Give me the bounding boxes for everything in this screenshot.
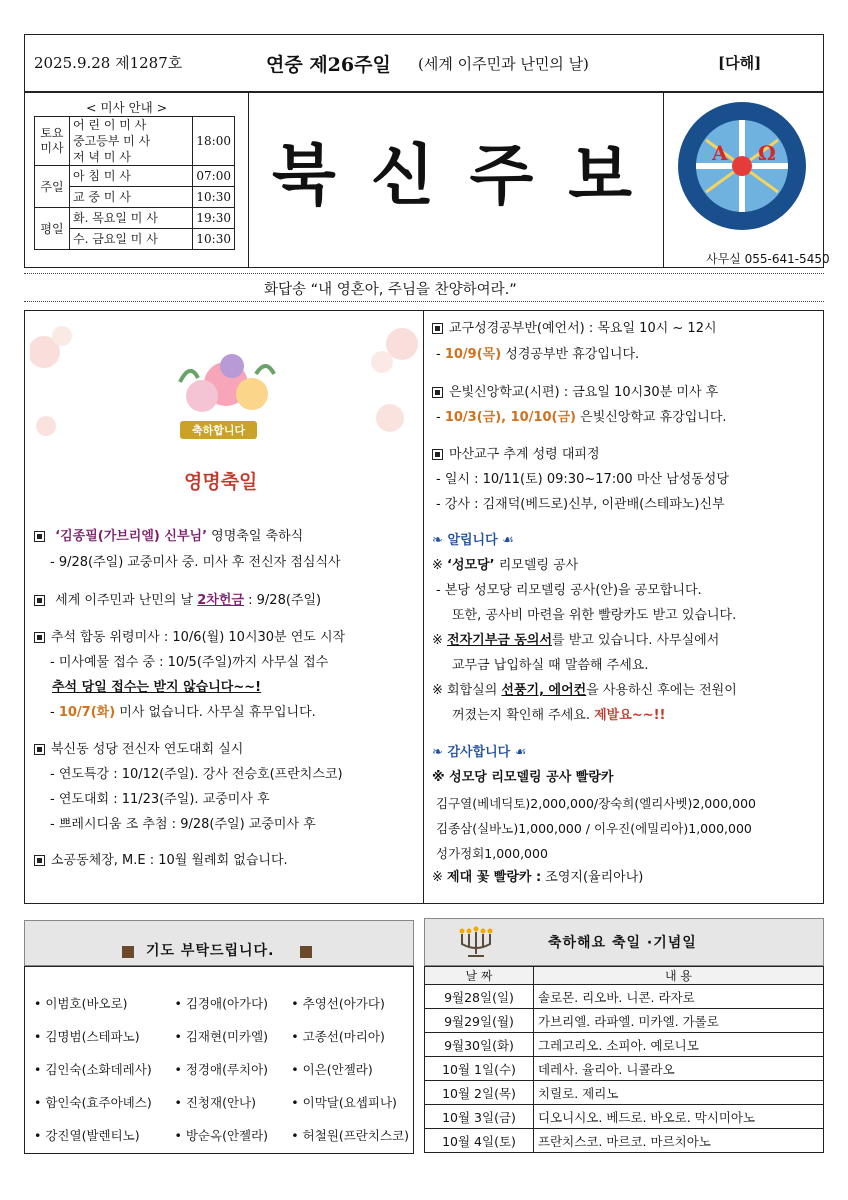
- prayer-name-text: 강진열(발렌티노): [45, 1127, 140, 1143]
- thanks-donor-line: 김구열(베네딕토)2,000,000/장숙희(엘리사벳)2,000,000: [436, 796, 757, 811]
- candelabra-icon: [456, 926, 496, 958]
- prayer-name-text: 김명범(스테파노): [45, 1028, 140, 1044]
- feast-date: 10월 3일(금): [425, 1105, 534, 1129]
- feast-content: 솔로몬. 리오바. 니콘. 라자로: [534, 985, 824, 1009]
- feast-table: [424, 966, 824, 1153]
- svg-text:A: A: [712, 141, 728, 165]
- thanks-maryhall: ※ 성모당 리모델링 공사 빨랑카: [432, 770, 614, 785]
- sun-row-name: 교 중 미 사: [70, 187, 193, 208]
- notice-memorial-mass: 추석 합동 위령미사 : 10/6(월) 10시30분 연도 시작: [34, 626, 345, 649]
- square-ornament-icon: [300, 946, 312, 958]
- feast-date: 9월28일(일): [425, 985, 534, 1009]
- notice-feast-sub: - 9/28(주일) 교중미사 중. 미사 후 전신자 점심식사: [50, 555, 341, 570]
- office-phone: 사무실 055-641-5450: [706, 252, 830, 266]
- col-date-header: 날 짜: [425, 967, 534, 985]
- news-divider: [423, 310, 424, 904]
- week-row-name: 화. 목요일 미 사: [70, 208, 193, 229]
- donation-sub: 교무금 납입하실 때 말씀해 주세요.: [452, 658, 649, 673]
- prayer-name-text: 추영선(아가다): [302, 995, 385, 1011]
- feast-row: [425, 1129, 824, 1153]
- prayer-name-text: 함인숙(효주아녜스): [45, 1094, 152, 1110]
- bulletin-title: 북 신 주 보: [272, 136, 638, 214]
- week-row-time: 19:30: [193, 208, 235, 229]
- thanks-donor-line: 김종삼(실바노)1,000,000 / 이우진(에밀리아)1,000,000: [436, 821, 752, 836]
- svg-text:Ω: Ω: [758, 141, 776, 165]
- prayer-row: [34, 986, 410, 1019]
- yeondo-sub2: - 연도대회 : 11/23(주일). 교중미사 후: [50, 792, 270, 807]
- announce-heading: ❧ 알립니다 ☙: [432, 533, 514, 548]
- sun-row-name: 아 침 미 사: [70, 166, 193, 187]
- notice-second-collection: 세계 이주민과 난민의 날 2차헌금 : 9/28(주일): [34, 589, 321, 612]
- prayer-name-text: 이막달(요셉피나): [302, 1094, 397, 1110]
- prayer-name: • 김인숙(소화데레사): [34, 1061, 152, 1077]
- prayer-name: • 김경애(아가다): [174, 995, 269, 1011]
- dotted-rule: [24, 273, 824, 274]
- feast-date: 10월 1일(수): [425, 1057, 534, 1081]
- feast-row: [425, 1033, 824, 1057]
- parish-logo-icon: [676, 100, 808, 232]
- prayer-row: [34, 1019, 410, 1052]
- prayer-name: • 함인숙(효주아녜스): [34, 1094, 152, 1110]
- feast-title: 축하해요 축일 ·기념일: [548, 935, 697, 951]
- prayer-row: [34, 1085, 410, 1118]
- feast-row: [425, 1057, 824, 1081]
- meeting-room-sub: 꺼졌는지 확인해 주세요. 제발요~~!!: [452, 708, 666, 723]
- sat-label: 토요 미사: [35, 117, 70, 166]
- prayer-name-text: 방순옥(안젤라): [185, 1127, 269, 1143]
- square-bullet-icon: [34, 531, 45, 542]
- notice-bible-study: 교구성경공부반(예언서) : 목요일 10시 ~ 12시: [432, 317, 717, 340]
- retreat-sub1: - 일시 : 10/11(토) 09:30~17:00 마산 남성동성당: [436, 472, 729, 487]
- col-content-header: 내 용: [534, 967, 824, 985]
- feast-row: [425, 1105, 824, 1129]
- feast-row: [425, 1081, 824, 1105]
- date-issue: 2025.9.28 제1287호: [34, 54, 183, 72]
- announce-maryhall: ※ ‘성모당’ 리모델링 공사: [432, 558, 579, 573]
- feast-content: 그레고리오. 소피아. 예로니모: [534, 1033, 824, 1057]
- mass-guide-heading: < 미사 안내 >: [86, 100, 168, 115]
- feast-date: 10월 2일(목): [425, 1081, 534, 1105]
- feast-content: 치릴로. 제리노: [534, 1081, 824, 1105]
- notice-yeondo: 북신동 성당 전신자 연도대회 실시: [34, 738, 243, 761]
- liturgical-cycle: [다해]: [718, 54, 762, 72]
- scroll-ornament-icon: ☙: [514, 745, 527, 760]
- sun-row-time: 10:30: [193, 187, 235, 208]
- announce-meeting-room: ※ 회합실의 선풍기, 에어컨을 사용하신 후에는 전원이: [432, 683, 737, 698]
- prayer-name: • 정경애(루치아): [174, 1061, 269, 1077]
- prayer-row: [34, 1052, 410, 1085]
- thanks-donor-line: 성가정회1,000,000: [436, 846, 548, 861]
- sun-row-time: 07:00: [193, 166, 235, 187]
- card-title: 영명축일: [184, 471, 258, 493]
- week-row-time: 10:30: [193, 229, 235, 250]
- prayer-name: • 허철원(프란치스코): [291, 1127, 409, 1143]
- silver-school-sub: - 10/3(금), 10/10(금) 은빛신앙학교 휴강입니다.: [436, 410, 727, 425]
- prayer-name-text: 이은(안젤라): [302, 1061, 373, 1077]
- square-bullet-icon: [432, 387, 443, 398]
- feast-date: 9월30일(화): [425, 1033, 534, 1057]
- sun-label: 주일: [35, 166, 70, 208]
- square-bullet-icon: [432, 323, 443, 334]
- prayer-name: • 김재현(미카엘): [174, 1028, 269, 1044]
- feast-row: [425, 985, 824, 1009]
- maryhall-sub2: 또한, 공사비 마련을 위한 빨랑카도 받고 있습니다.: [452, 608, 737, 623]
- bible-study-sub: - 10/9(목) 성경공부반 휴강입니다.: [436, 347, 640, 362]
- sat-time: 18:00: [193, 117, 235, 166]
- prayer-names: [34, 986, 410, 1151]
- notice-silver-school: 은빛신앙학교(시편) : 금요일 10시30분 미사 후: [432, 381, 718, 404]
- sat-item: 중고등부 미 사: [70, 133, 193, 149]
- feast-card-image: [30, 322, 418, 512]
- prayer-name: • 이막달(요셉피나): [291, 1094, 397, 1110]
- prayer-name-text: 김경애(아가다): [185, 995, 269, 1011]
- sunday-title: 연중 제26주일: [266, 54, 391, 76]
- card-ribbon: 축하합니다: [180, 421, 257, 439]
- square-bullet-icon: [34, 595, 45, 606]
- divider-left: [248, 92, 249, 268]
- memorial-sub3: - 10/7(화) 미사 없습니다. 사무실 휴무입니다.: [50, 705, 316, 720]
- notice-community: 소공동체장, M.E : 10월 월례회 없습니다.: [34, 849, 288, 872]
- prayer-name: • 이은(안젤라): [291, 1061, 373, 1077]
- feast-date: 9월29일(월): [425, 1009, 534, 1033]
- week-label: 평일: [35, 208, 70, 250]
- prayer-name-text: 김인숙(소화데레사): [45, 1061, 152, 1077]
- sunday-subtitle: (세계 이주민과 난민의 날): [418, 55, 589, 73]
- prayer-name-text: 진청재(안나): [185, 1094, 256, 1110]
- notice-retreat: 마산교구 추계 성령 대피정: [432, 443, 600, 466]
- sat-item: 어 린 이 미 사: [70, 117, 193, 134]
- asterisk-icon: ※: [432, 558, 443, 573]
- retreat-sub2: - 강사 : 김재덕(베드로)신부, 이관배(스테파노)신부: [436, 497, 725, 512]
- asterisk-icon: ※: [432, 870, 443, 885]
- scroll-ornament-icon: ❧: [432, 533, 443, 548]
- yeondo-sub3: - 쁘레시디움 조 추첨 : 9/28(주일) 교중미사 후: [50, 817, 316, 832]
- feast-row: [425, 1009, 824, 1033]
- prayer-name: • 강진열(발렌티노): [34, 1127, 140, 1143]
- square-bullet-icon: [432, 449, 443, 460]
- prayer-title: 기도 부탁드립니다.: [146, 943, 275, 959]
- square-bullet-icon: [34, 855, 45, 866]
- feast-content: 가브리엘. 라파엘. 미카엘. 가롤로: [534, 1009, 824, 1033]
- memorial-sub1: - 미사예물 접수 중 : 10/5(주일)까지 사무실 접수: [50, 655, 329, 670]
- prayer-row: [34, 1118, 410, 1151]
- prayer-name-text: 정경애(루치아): [185, 1061, 269, 1077]
- feast-date: 10월 4일(토): [425, 1129, 534, 1153]
- yeondo-sub1: - 연도특강 : 10/12(주일). 강사 전승호(프란치스코): [50, 767, 343, 782]
- prayer-name: • 진청재(안나): [174, 1094, 256, 1110]
- thanks-altar-flowers: ※ 제대 꽃 빨랑카 : 조영지(율리아나): [432, 870, 644, 885]
- announce-donation: ※ 전자기부금 동의서를 받고 있습니다. 사무실에서: [432, 633, 720, 648]
- dotted-rule: [24, 301, 824, 302]
- prayer-name-text: 김재현(미카엘): [185, 1028, 269, 1044]
- notice-feast-celebration: ‘김종필(가브리엘) 신부님’ 영명축일 축하식: [34, 525, 303, 548]
- mass-schedule-table: [34, 116, 235, 250]
- feast-content: 디오니시오. 베드로. 바오로. 막시미아노: [534, 1105, 824, 1129]
- prayer-name: • 고종선(마리아): [291, 1028, 385, 1044]
- scroll-ornament-icon: ❧: [432, 745, 443, 760]
- prayer-name: • 이범호(바오로): [34, 995, 128, 1011]
- maryhall-sub1: - 본당 성모당 리모델링 공사(안)을 공모합니다.: [436, 583, 702, 598]
- square-bullet-icon: [34, 744, 45, 755]
- prayer-name: • 추영선(아가다): [291, 995, 385, 1011]
- square-bullet-icon: [34, 632, 45, 643]
- memorial-sub2: 추석 당일 접수는 받지 않습니다~~!: [52, 680, 262, 695]
- scroll-ornament-icon: ☙: [502, 533, 514, 548]
- week-row-name: 수. 금요일 미 사: [70, 229, 193, 250]
- prayer-name-text: 허철원(프란치스코): [302, 1127, 409, 1143]
- square-ornament-icon: [122, 946, 134, 958]
- divider-right: [663, 92, 664, 268]
- feast-content: 데레사. 율리아. 니콜라오: [534, 1057, 824, 1081]
- feast-content: 프란치스코. 마르코. 마르치아노: [534, 1129, 824, 1153]
- asterisk-icon: ※: [432, 683, 443, 698]
- psalm-response: 화답송 “내 영혼아, 주님을 찬양하여라.”: [264, 282, 517, 298]
- prayer-name: • 김명범(스테파노): [34, 1028, 140, 1044]
- asterisk-icon: ※: [432, 770, 445, 785]
- prayer-name-text: 고종선(마리아): [302, 1028, 385, 1044]
- thanks-heading: ❧ 감사합니다 ☙: [432, 745, 527, 760]
- asterisk-icon: ※: [432, 633, 443, 648]
- prayer-name: • 방순옥(안젤라): [174, 1127, 269, 1143]
- prayer-name-text: 이범호(바오로): [45, 995, 128, 1011]
- sat-item: 저 녁 미 사: [70, 149, 193, 166]
